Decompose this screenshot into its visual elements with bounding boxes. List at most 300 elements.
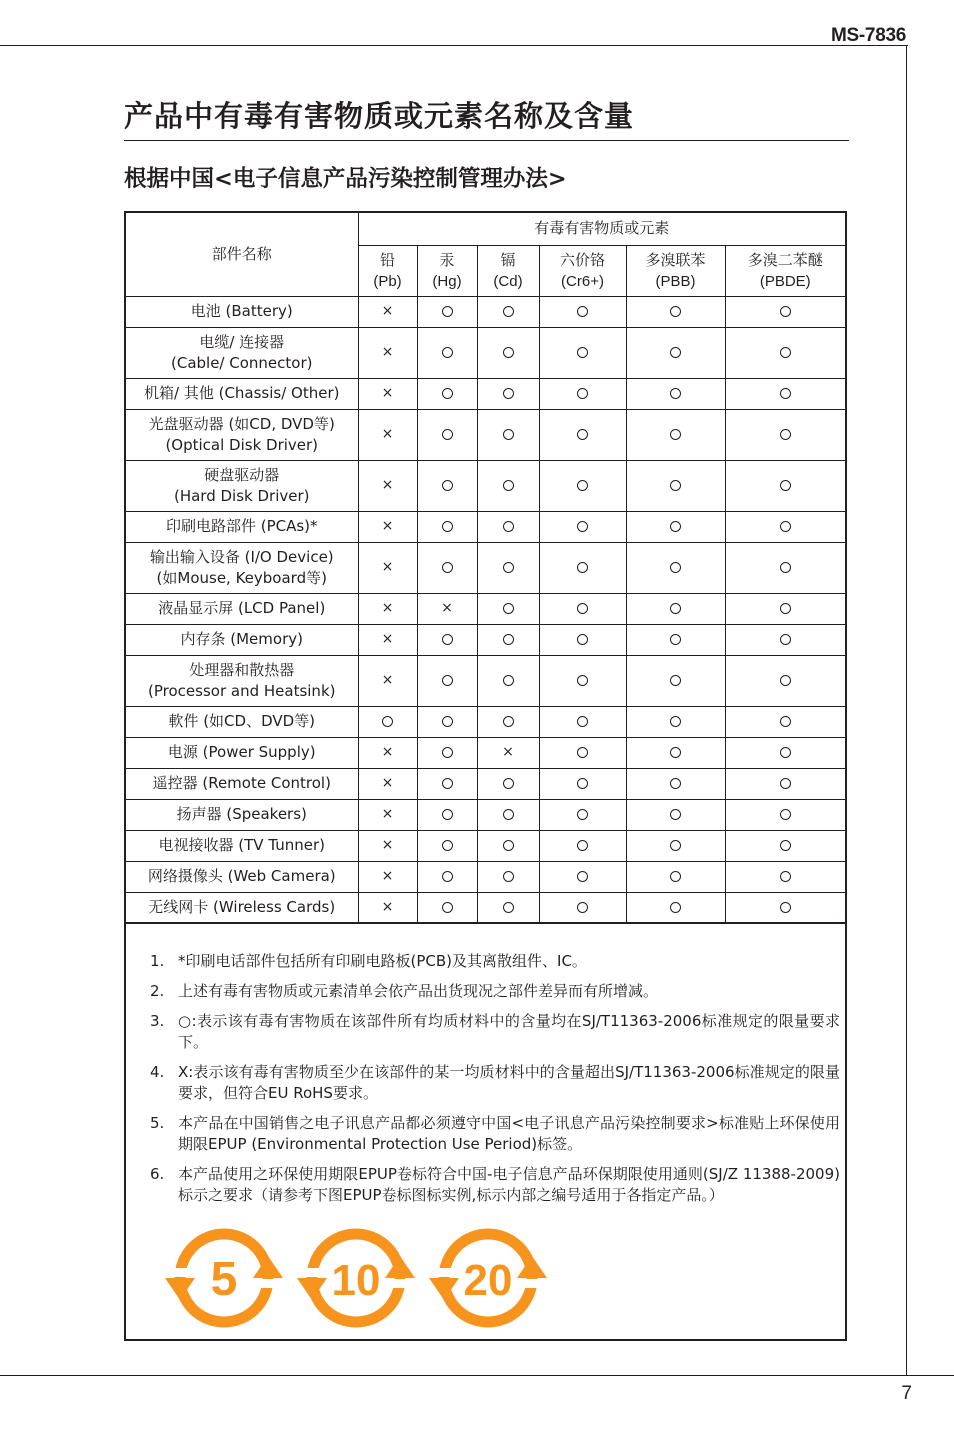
circle-mark-icon: [503, 634, 514, 645]
mark-cell: [539, 768, 626, 799]
part-name: 光盘驱动器 (如CD, DVD等): [148, 414, 335, 433]
part-name-en: (Optical Disk Driver): [165, 435, 319, 454]
part-name: 无线网卡 (Wireless Cards): [148, 897, 336, 916]
mark-cell: [539, 655, 626, 706]
circle-mark-icon: [442, 809, 453, 820]
table-row: [126, 327, 845, 378]
circle-mark-icon: [577, 347, 588, 358]
table-row: [126, 830, 845, 861]
cross-mark-icon: ×: [381, 344, 394, 360]
table-row: [126, 542, 845, 593]
substance-header: [626, 245, 725, 296]
circle-mark-icon: [503, 347, 514, 358]
margin-rule: [906, 45, 907, 1375]
substance-name-zh: 汞: [439, 250, 455, 269]
part-name-cell: [126, 296, 358, 327]
mark-cell: [539, 460, 626, 511]
mark-cell: [417, 737, 477, 768]
substance-symbol: (Pb): [373, 272, 402, 290]
mark-cell: [725, 460, 845, 511]
mark-cell: [417, 768, 477, 799]
substance-header: [477, 245, 539, 296]
footer-rule: [0, 1375, 954, 1376]
mark-cell: [725, 861, 845, 892]
circle-mark-icon: [780, 871, 791, 882]
circle-mark-icon: [670, 347, 681, 358]
mark-cell: [725, 409, 845, 460]
mark-cell: [358, 511, 417, 542]
circle-mark-icon: [442, 388, 453, 399]
circle-mark-icon: [442, 902, 453, 913]
mark-cell: [725, 624, 845, 655]
cross-mark-icon: ×: [381, 518, 394, 534]
mark-cell: [477, 296, 539, 327]
part-name: 电池 (Battery): [190, 302, 293, 320]
mark-cell: [417, 378, 477, 409]
cross-mark-icon: ×: [381, 806, 394, 822]
mark-cell: [417, 327, 477, 378]
mark-cell: [725, 542, 845, 593]
part-name: 液晶显示屏 (LCD Panel): [158, 599, 326, 617]
mark-cell: [725, 511, 845, 542]
table-row: [126, 460, 845, 511]
part-name: 硬盘驱动器: [204, 465, 280, 484]
mark-cell: [725, 737, 845, 768]
part-name-cell: [126, 737, 358, 768]
note-text: 本产品使用之环保使用期限EPUP卷标符合中国-电子信息产品环保期限使用通则(SJ/Z 11388-2009)标示之要求（请参考下图EPUP卷标图标实例,标示内部之编号适用于各指定产品。）: [178, 1165, 840, 1204]
note-text: 上述有毒有害物质或元素清单会依产品出货现况之部件差异而有所增减。: [178, 982, 659, 1000]
circle-mark-icon: [670, 634, 681, 645]
part-name: 电视接收器 (TV Tunner): [158, 836, 325, 854]
circle-mark-icon: [780, 778, 791, 789]
circle-mark-icon: [780, 634, 791, 645]
circle-mark-icon: [442, 634, 453, 645]
mark-cell: [358, 768, 417, 799]
cross-mark-icon: ×: [381, 600, 394, 616]
circle-mark-icon: [577, 778, 588, 789]
note-item: [150, 1164, 840, 1206]
mark-cell: [358, 861, 417, 892]
note-text: ○:表示该有毒有害物质在该部件所有均质材料中的含量均在SJ/T11363-2006标准规定的限量要求下。: [178, 1012, 840, 1051]
mark-cell: [539, 737, 626, 768]
circle-mark-icon: [442, 306, 453, 317]
mark-cell: [539, 593, 626, 624]
substance-name-zh: 多溴联苯: [645, 250, 706, 269]
cross-mark-icon: ×: [502, 744, 514, 760]
circle-mark-icon: [503, 716, 514, 727]
mark-cell: [539, 542, 626, 593]
circle-mark-icon: [503, 902, 514, 913]
mark-cell: [358, 737, 417, 768]
mark-cell: [477, 593, 539, 624]
mark-cell: [417, 593, 477, 624]
page-subtitle: 根据中国<电子信息产品污染控制管理办法>: [124, 166, 567, 192]
title-rule: [124, 140, 849, 141]
mark-cell: [539, 409, 626, 460]
epup-years: 20: [463, 1256, 513, 1305]
cross-mark-icon: ×: [381, 385, 394, 401]
mark-cell: [477, 706, 539, 737]
part-name-cell: [126, 378, 358, 409]
note-text: *印刷电话部件包括所有印刷电路板(PCB)及其离散组件、IC。: [178, 952, 587, 970]
note-number: 4.: [150, 1063, 165, 1081]
part-name-cell: [126, 799, 358, 830]
hazardous-substance-table: [126, 213, 845, 924]
table-row: [126, 861, 845, 892]
part-name: 网络摄像头 (Web Camera): [147, 867, 336, 885]
table-row: [126, 892, 845, 923]
mark-cell: [417, 460, 477, 511]
circle-mark-icon: [577, 562, 588, 573]
mark-cell: [725, 655, 845, 706]
circle-mark-icon: [780, 347, 791, 358]
part-name: 内存条 (Memory): [180, 630, 303, 648]
mark-cell: [626, 624, 725, 655]
circle-mark-icon: [577, 675, 588, 686]
circle-mark-icon: [670, 840, 681, 851]
part-name: 軟件 (如CD、DVD等): [168, 712, 316, 730]
part-name-cell: [126, 655, 358, 706]
substance-name-zh: 六价铬: [559, 250, 605, 269]
circle-mark-icon: [780, 521, 791, 532]
part-name-cell: [126, 861, 358, 892]
circle-mark-icon: [780, 716, 791, 727]
mark-cell: [539, 378, 626, 409]
circle-mark-icon: [503, 306, 514, 317]
cross-mark-icon: ×: [381, 477, 394, 493]
circle-mark-icon: [577, 634, 588, 645]
table-row: [126, 378, 845, 409]
part-name-cell: [126, 460, 358, 511]
circle-mark-icon: [503, 809, 514, 820]
circle-mark-icon: [780, 840, 791, 851]
mark-cell: [626, 861, 725, 892]
mark-cell: [358, 593, 417, 624]
substance-symbol: (PBDE): [759, 272, 811, 290]
circle-mark-icon: [442, 675, 453, 686]
header-rule: [0, 45, 908, 46]
part-name-en: (Hard Disk Driver): [173, 486, 310, 505]
part-name-en: (如Mouse, Keyboard等): [156, 568, 327, 587]
circle-mark-icon: [780, 480, 791, 491]
part-name: 印刷电路部件 (PCAs)*: [165, 517, 318, 535]
table-row: [126, 511, 845, 542]
part-name: 机箱/ 其他 (Chassis/ Other): [144, 384, 340, 402]
part-name: 遥控器 (Remote Control): [152, 774, 331, 792]
part-name-cell: [126, 593, 358, 624]
substance-symbol: (Cr6+): [561, 272, 604, 290]
mark-cell: [725, 296, 845, 327]
mark-cell: [477, 460, 539, 511]
mark-cell: [417, 511, 477, 542]
cross-mark-icon: ×: [381, 303, 394, 319]
substance-name-zh: 多溴二苯醚: [747, 250, 823, 269]
part-name-cell: [126, 327, 358, 378]
substance-header: [725, 245, 845, 296]
note-number: 2.: [150, 982, 165, 1000]
mark-cell: [539, 296, 626, 327]
mark-cell: [358, 378, 417, 409]
circle-mark-icon: [442, 562, 453, 573]
table-row: [126, 768, 845, 799]
circle-mark-icon: [780, 902, 791, 913]
mark-cell: [539, 511, 626, 542]
table-row: [126, 409, 845, 460]
part-name-cell: [126, 768, 358, 799]
circle-mark-icon: [442, 871, 453, 882]
mark-cell: [539, 624, 626, 655]
table-row: [126, 706, 845, 737]
circle-mark-icon: [780, 675, 791, 686]
mark-cell: [626, 593, 725, 624]
mark-cell: [417, 655, 477, 706]
epup-logos: [165, 1226, 547, 1330]
mark-cell: [358, 892, 417, 923]
mark-cell: [725, 830, 845, 861]
mark-cell: [539, 327, 626, 378]
mark-cell: [725, 378, 845, 409]
circle-mark-icon: [442, 480, 453, 491]
mark-cell: [725, 799, 845, 830]
epup-logo-icon: [165, 1226, 283, 1330]
mark-cell: [539, 892, 626, 923]
circle-mark-icon: [670, 675, 681, 686]
substance-symbol: (Cd): [493, 272, 523, 290]
circle-mark-icon: [442, 429, 453, 440]
page-number: 7: [901, 1383, 912, 1404]
substance-group-header: 有毒有害物质或元素: [358, 213, 845, 245]
mark-cell: [477, 511, 539, 542]
circle-mark-icon: [503, 840, 514, 851]
circle-mark-icon: [670, 716, 681, 727]
note-text: X:表示该有毒有害物质至少在该部件的某一均质材料中的含量超出SJ/T11363-2006标准规定的限量要求，但符合EU RoHS要求。: [178, 1063, 840, 1102]
mark-cell: [477, 861, 539, 892]
mark-cell: [477, 327, 539, 378]
mark-cell: [417, 706, 477, 737]
mark-cell: [417, 542, 477, 593]
mark-cell: [626, 542, 725, 593]
mark-cell: [358, 624, 417, 655]
part-name-header: 部件名称: [126, 213, 358, 296]
circle-mark-icon: [503, 480, 514, 491]
mark-cell: [477, 655, 539, 706]
mark-cell: [539, 706, 626, 737]
mark-cell: [477, 737, 539, 768]
circle-mark-icon: [670, 388, 681, 399]
mark-cell: [477, 542, 539, 593]
mark-cell: [358, 327, 417, 378]
note-number: 1.: [150, 952, 165, 970]
cross-mark-icon: ×: [441, 600, 453, 616]
cross-mark-icon: ×: [381, 868, 394, 884]
mark-cell: [626, 799, 725, 830]
circle-mark-icon: [670, 480, 681, 491]
substance-header: [539, 245, 626, 296]
circle-mark-icon: [442, 521, 453, 532]
part-name-cell: [126, 830, 358, 861]
note-item: [150, 1011, 840, 1053]
mark-cell: [725, 593, 845, 624]
circle-mark-icon: [670, 902, 681, 913]
table-row: [126, 655, 845, 706]
circle-mark-icon: [780, 603, 791, 614]
part-name: 输出输入设备 (I/O Device): [149, 547, 334, 566]
circle-mark-icon: [442, 747, 453, 758]
note-number: 3.: [150, 1012, 165, 1030]
note-item: [150, 951, 840, 972]
circle-mark-icon: [442, 347, 453, 358]
substance-symbol: (PBB): [655, 272, 696, 290]
part-name-cell: [126, 511, 358, 542]
part-name-en: (Processor and Heatsink): [148, 681, 336, 700]
mark-cell: [626, 327, 725, 378]
circle-mark-icon: [577, 603, 588, 614]
circle-mark-icon: [577, 871, 588, 882]
page-title: 产品中有毒有害物质或元素名称及含量: [124, 99, 635, 133]
circle-mark-icon: [442, 716, 453, 727]
circle-mark-icon: [577, 306, 588, 317]
circle-mark-icon: [577, 716, 588, 727]
note-item: [150, 1062, 840, 1104]
circle-mark-icon: [670, 306, 681, 317]
note-number: 5.: [150, 1114, 165, 1132]
circle-mark-icon: [503, 603, 514, 614]
mark-cell: [477, 799, 539, 830]
part-name-cell: [126, 706, 358, 737]
mark-cell: [358, 296, 417, 327]
note-item: [150, 1113, 840, 1155]
circle-mark-icon: [577, 747, 588, 758]
circle-mark-icon: [670, 747, 681, 758]
table-row: [126, 737, 845, 768]
circle-mark-icon: [503, 388, 514, 399]
substance-name-zh: 铅: [379, 250, 395, 269]
cross-mark-icon: ×: [381, 837, 394, 853]
mark-cell: [626, 768, 725, 799]
mark-cell: [358, 655, 417, 706]
mark-cell: [626, 378, 725, 409]
circle-mark-icon: [382, 716, 393, 727]
circle-mark-icon: [503, 675, 514, 686]
circle-mark-icon: [503, 778, 514, 789]
mark-cell: [626, 706, 725, 737]
epup-logo-icon: [429, 1226, 547, 1330]
mark-cell: [358, 799, 417, 830]
epup-years: 10: [331, 1256, 381, 1305]
cross-mark-icon: ×: [381, 775, 394, 791]
part-name-cell: [126, 892, 358, 923]
mark-cell: [358, 542, 417, 593]
substance-header: [358, 245, 417, 296]
circle-mark-icon: [503, 562, 514, 573]
circle-mark-icon: [670, 778, 681, 789]
mark-cell: [417, 830, 477, 861]
circle-mark-icon: [670, 603, 681, 614]
cross-mark-icon: ×: [381, 426, 394, 442]
mark-cell: [626, 737, 725, 768]
mark-cell: [477, 892, 539, 923]
mark-cell: [477, 830, 539, 861]
cross-mark-icon: ×: [381, 559, 394, 575]
table-row: [126, 799, 845, 830]
mark-cell: [477, 624, 539, 655]
mark-cell: [725, 768, 845, 799]
circle-mark-icon: [780, 562, 791, 573]
substance-name-zh: 镉: [500, 250, 516, 269]
part-name-cell: [126, 624, 358, 655]
part-name: 电缆/ 连接器: [199, 332, 285, 351]
circle-mark-icon: [780, 747, 791, 758]
mark-cell: [725, 706, 845, 737]
table-row: [126, 296, 845, 327]
circle-mark-icon: [503, 521, 514, 532]
mark-cell: [626, 830, 725, 861]
part-name-cell: [126, 542, 358, 593]
circle-mark-icon: [780, 306, 791, 317]
circle-mark-icon: [780, 809, 791, 820]
note-item: [150, 981, 840, 1002]
circle-mark-icon: [442, 840, 453, 851]
mark-cell: [626, 511, 725, 542]
mark-cell: [539, 861, 626, 892]
circle-mark-icon: [670, 429, 681, 440]
mark-cell: [358, 706, 417, 737]
table-row: [126, 593, 845, 624]
mark-cell: [626, 655, 725, 706]
circle-mark-icon: [670, 562, 681, 573]
mark-cell: [626, 460, 725, 511]
circle-mark-icon: [442, 778, 453, 789]
circle-mark-icon: [577, 429, 588, 440]
circle-mark-icon: [670, 809, 681, 820]
part-name-en: (Cable/ Connector): [171, 353, 313, 372]
mark-cell: [358, 830, 417, 861]
mark-cell: [477, 768, 539, 799]
mark-cell: [417, 409, 477, 460]
circle-mark-icon: [503, 429, 514, 440]
substance-symbol: (Hg): [432, 272, 462, 290]
mark-cell: [477, 378, 539, 409]
circle-mark-icon: [670, 871, 681, 882]
epup-years: 5: [210, 1253, 238, 1306]
mark-cell: [358, 409, 417, 460]
circle-mark-icon: [780, 388, 791, 399]
mark-cell: [477, 409, 539, 460]
cross-mark-icon: ×: [381, 631, 394, 647]
circle-mark-icon: [577, 388, 588, 399]
note-number: 6.: [150, 1165, 165, 1183]
part-name: 电源 (Power Supply): [167, 743, 316, 761]
notes-list: [150, 951, 840, 1215]
epup-logo-icon: [297, 1226, 415, 1330]
cross-mark-icon: ×: [381, 898, 394, 915]
mark-cell: [539, 799, 626, 830]
circle-mark-icon: [670, 521, 681, 532]
mark-cell: [626, 296, 725, 327]
circle-mark-icon: [577, 809, 588, 820]
circle-mark-icon: [577, 902, 588, 913]
table-row: [126, 624, 845, 655]
mark-cell: [417, 624, 477, 655]
mark-cell: [417, 296, 477, 327]
mark-cell: [725, 892, 845, 923]
cross-mark-icon: ×: [381, 744, 394, 760]
mark-cell: [417, 861, 477, 892]
cross-mark-icon: ×: [381, 672, 394, 688]
part-name: 扬声器 (Speakers): [176, 805, 307, 823]
substance-header: [417, 245, 477, 296]
mark-cell: [539, 830, 626, 861]
